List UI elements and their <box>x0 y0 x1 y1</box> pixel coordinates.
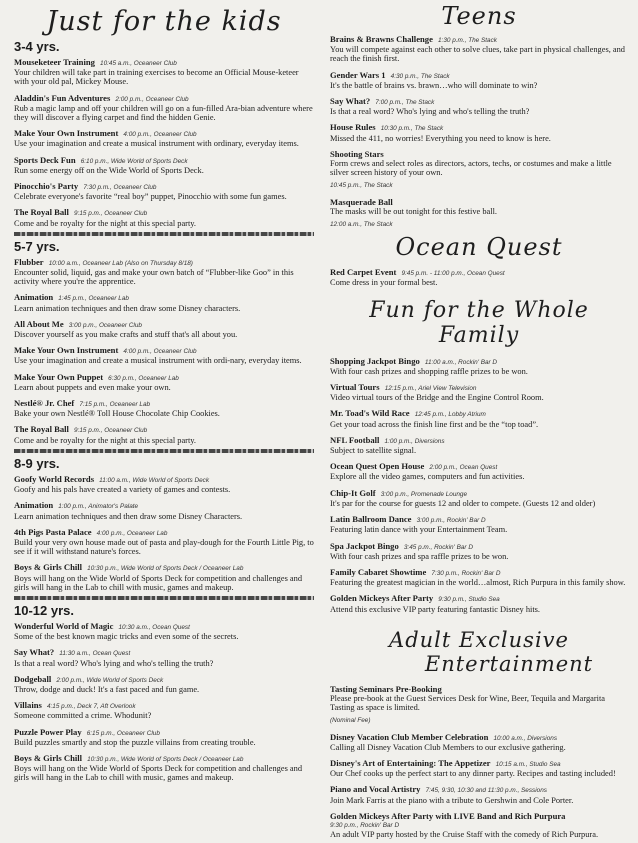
event-item <box>14 751 314 783</box>
event-item <box>14 343 314 365</box>
event-title: Nestlé® Jr. Chef <box>14 398 75 409</box>
event-time-location: 10:45 p.m., The Stack <box>330 182 393 190</box>
event-title: Flubber <box>14 256 44 267</box>
age-group-10-12 <box>14 603 314 783</box>
event-title: Villains <box>14 700 42 711</box>
ocean-quest-section <box>330 265 628 287</box>
section-divider <box>14 232 314 236</box>
event-title: Shooting Stars <box>330 148 384 159</box>
age-group-3-4 <box>14 39 314 228</box>
event-title: Puzzle Power Play <box>14 726 82 737</box>
event-description: Throw, dodge and duck! It's a fast paced and fun game. <box>14 684 200 694</box>
section-divider <box>14 596 314 600</box>
event-description: The masks will be out tonight for this festive ball. <box>330 206 498 216</box>
event-item <box>14 672 314 694</box>
event-time-location: 1:00 p.m., Animator's Palate <box>58 503 139 511</box>
event-time-location: 9:30 p.m., Rockin' Bar D <box>330 821 400 829</box>
event-item <box>14 725 314 747</box>
event-title: Family Cabaret Showtime <box>330 566 427 577</box>
event-title: NFL Football <box>330 434 380 445</box>
event-title: Pinocchio's Party <box>14 181 79 192</box>
event-item <box>330 380 628 402</box>
event-title: Make Your Own Puppet <box>14 371 104 382</box>
event-description: Come and be royalty for the night at this special party. <box>14 218 197 228</box>
event-description: Attend this exclusive VIP party featuring fantastic Disney hits. <box>330 604 541 614</box>
event-item <box>330 354 628 376</box>
event-description: With four cash prizes and spa raffle prizes to be won. <box>330 551 509 561</box>
event-time-location: 3:45 p.m., Rockin' Bar D <box>403 543 473 551</box>
event-description: Calling all Disney Vacation Club Members to our exclusive gathering. <box>330 742 566 752</box>
event-description: Rub a magic lamp and off your children will go on a fun-filled Ara-bian adventure where they will discover a flying carpet and find the hidden Genie. <box>14 103 313 123</box>
adult-title <box>330 628 628 676</box>
event-title: Gender Wars 1 <box>330 69 386 80</box>
event-time-location: 3:00 p.m., Promenade Lounge <box>380 490 468 498</box>
event-item <box>330 782 628 804</box>
event-description: You will compete against each other to solve clues, take part in physical challenges, and reach the finish first. <box>330 45 625 64</box>
event-description: Encounter solid, liquid, gas and make your own batch of “Flubber-like Goo” in this activity where you're the apprentice. <box>14 268 294 287</box>
event-description: Featuring latin dance with your Entertainment Team. <box>330 525 508 535</box>
event-description: With four cash prizes and shopping raffle prizes to be won. <box>330 366 528 376</box>
age-label: 8-9 yrs. <box>14 455 60 471</box>
event-title: Brains & Brawns Challenge <box>330 34 433 44</box>
event-description: Boys will hang on the Wide World of Sports Deck for competition and challenges and girls will hang in the Lab to chill with music, games and makeup. <box>14 764 303 783</box>
event-time-location: 10:30 p.m., Wide World of Sports Deck / Oceaneer Lab <box>87 755 244 763</box>
event-item <box>14 317 314 339</box>
event-time-location: 10:00 a.m., Diversions <box>493 734 558 742</box>
age-label: 3-4 yrs. <box>14 39 60 54</box>
event-title: Sports Deck Fun <box>14 154 76 165</box>
adult-title-line1: Adult Exclusive <box>389 627 569 652</box>
event-title: Mr. Toad's Wild Race <box>330 408 410 419</box>
event-time-location: 9:15 p.m., Oceaneer Club <box>74 210 148 218</box>
event-item <box>330 94 628 116</box>
event-title: All About Me <box>14 318 64 329</box>
event-title: Golden Mickeys After Party with LIVE Band and Rich Purpura <box>330 810 566 821</box>
event-item <box>14 698 314 720</box>
event-description: Discover yourself as you make crafts and stuff that's all about you. <box>14 330 238 340</box>
event-item <box>330 433 628 455</box>
event-description: Learn animation techniques and then draw some Disney characters. <box>14 303 241 313</box>
event-title: Animation <box>14 500 54 511</box>
event-title: Red Carpet Event <box>330 267 397 278</box>
event-time-location: 4:15 p.m., Deck 7, Aft Overlook <box>46 703 136 711</box>
event-description: Celebrate everyone's favorite “real boy” puppet, Pinocchio with some fun games. <box>14 192 287 202</box>
teens-title: Teens <box>441 2 517 30</box>
event-time-location: 6:10 p.m., Wide World of Sports Deck <box>80 157 188 165</box>
event-item <box>330 68 628 90</box>
event-time-location: 1:45 p.m., Oceaneer Lab <box>58 295 129 303</box>
event-description: Come and be royalty for the night at this special party. <box>14 435 197 445</box>
event-description: Bake your own Nestlé® Toll House Chocolate Chip Cookies. <box>14 409 220 419</box>
event-note: (Nominal Fee) <box>330 717 371 725</box>
event-time-location: 2:00 p.m., Ocean Quest <box>429 464 498 472</box>
event-description: Come dress in your formal best. <box>330 278 438 288</box>
event-time-location: 7:00 p.m., The Stack <box>375 99 435 107</box>
event-time-location: 10:15 a.m., Studio Sea <box>495 760 561 768</box>
event-item <box>14 55 314 87</box>
age-label: 5-7 yrs. <box>14 238 60 254</box>
event-item <box>14 179 314 201</box>
event-description: Someone committed a crime. Whodunit? <box>14 711 152 721</box>
kids-column <box>14 0 314 787</box>
event-item <box>14 525 314 557</box>
event-description: Build your very own house made out of pasta and play-dough for the Fourth Little Pig, to see if it will withstand nature's forces. <box>14 537 314 557</box>
event-title: Latin Ballroom Dance <box>330 514 412 525</box>
event-description: Your children will take part in training exercises to become an Official Mouse-keteer with your old pal, Mickey Mouse. <box>14 68 299 87</box>
event-item <box>14 396 314 418</box>
event-time-location: 11:00 a.m., Wide World of Sports Deck <box>99 476 210 484</box>
event-time-location: 9:15 p.m., Oceaneer Club <box>74 427 148 435</box>
event-time-location: 2:00 p.m., Wide World of Sports Deck <box>56 676 164 684</box>
event-title: Mouseketeer Training <box>14 57 95 67</box>
event-item <box>330 756 628 778</box>
event-time-location: 9:45 p.m. - 11:00 p.m., Ocean Quest <box>401 270 505 278</box>
ocean-quest-title: Ocean Quest <box>395 233 563 262</box>
event-time-location: 4:00 p.m., Oceaneer Lab <box>96 529 168 537</box>
event-item <box>14 255 314 287</box>
event-title: Disney Vacation Club Member Celebration <box>330 731 489 742</box>
event-item <box>330 147 628 191</box>
family-section <box>330 354 628 614</box>
event-time-location: 4:00 p.m., Oceaneer Club <box>123 131 197 139</box>
event-title: The Royal Ball <box>14 207 69 218</box>
event-title: Say What? <box>14 647 55 658</box>
event-description: Some of the best known magic tricks and even some of the secrets. <box>14 632 239 642</box>
event-item <box>330 195 628 230</box>
event-title: Golden Mickeys After Party <box>330 593 434 604</box>
event-title: Ocean Quest Open House <box>330 461 425 472</box>
event-time-location: 10:45 a.m., Oceaneer Club <box>100 60 177 67</box>
event-item <box>330 809 628 840</box>
right-column <box>330 0 628 843</box>
event-title: Shopping Jackpot Bingo <box>330 355 420 366</box>
event-description: Our Chef cooks up the perfect start to any dinner party. Recipes and tasting included! <box>330 769 616 779</box>
event-title: The Royal Ball <box>14 424 69 435</box>
event-item <box>14 619 314 641</box>
teens-section <box>330 32 628 229</box>
event-description: It's par for the course for guests 12 and older to compete. (Guests 12 and older) <box>330 498 596 508</box>
event-description: It's the battle of brains vs. brawn…who will dominate to win? <box>330 80 538 90</box>
event-title: House Rules <box>330 122 376 133</box>
event-title: Dodgeball <box>14 673 52 684</box>
event-description: Featuring the greatest magician in the world…almost, Rich Purpura in this family show. <box>330 578 626 588</box>
event-time-location: 7:45, 9:30, 10:30 and 11:30 p.m., Sessions <box>425 787 547 795</box>
event-item <box>330 486 628 508</box>
event-title: Tasting Seminars Pre-Booking <box>330 683 442 694</box>
event-description: Goofy and his pals have created a variety of games and contests. <box>14 485 231 495</box>
event-item <box>14 126 314 148</box>
event-title: Disney's Art of Entertaining: The Appetizer <box>330 757 491 768</box>
event-time-location: 7:15 p.m., Oceaneer Lab <box>79 401 151 409</box>
event-time-location: 12:15 p.m., Ariel View Television <box>384 385 477 393</box>
event-description: Learn animation techniques and then draw some Disney Characters. <box>14 511 243 521</box>
event-time-location: 12:00 a.m., The Stack <box>330 221 393 229</box>
kids-title: Just for the kids <box>46 6 282 37</box>
event-title: 4th Pigs Pasta Palace <box>14 526 92 537</box>
event-time-location: 11:30 a.m., Ocean Quest <box>59 650 131 658</box>
event-description: Use your imagination and create a musical instrument with ordi-nary, everyday items. <box>14 356 302 366</box>
event-title: Masquerade Ball <box>330 196 393 207</box>
event-item <box>330 32 628 64</box>
event-title: Animation <box>14 292 54 303</box>
event-description: Is that a real word? Who's lying and who's telling the truth? <box>330 107 530 117</box>
event-time-location: 12:45 p.m., Lobby Atrium <box>414 411 486 419</box>
event-title: Chip-It Golf <box>330 487 376 498</box>
event-description: Form crews and select roles as directors, actors, techs, or costumes and make a little silver screen history of your own. <box>330 159 612 178</box>
event-item <box>14 91 314 123</box>
event-item <box>330 459 628 481</box>
event-item <box>330 265 628 287</box>
event-time-location: 1:00 p.m., Diversions <box>384 437 445 445</box>
event-time-location: 4:30 p.m., The Stack <box>390 72 450 80</box>
event-item <box>330 539 628 561</box>
event-description: Run some energy off on the Wide World of Sports Deck. <box>14 165 204 175</box>
event-description: Build puzzles smartly and stop the puzzle villains from creating trouble. <box>14 737 256 747</box>
event-description: Explore all the video games, computers and fun activities. <box>330 472 525 482</box>
event-item <box>14 153 314 175</box>
event-description: An adult VIP party hosted by the Cruise Staff with the comedy of Rich Purpura. <box>330 830 599 840</box>
event-item <box>14 290 314 312</box>
section-divider <box>14 449 314 453</box>
event-item <box>330 120 628 142</box>
event-title: Say What? <box>330 96 371 107</box>
event-title: Spa Jackpot Bingo <box>330 540 399 551</box>
event-time-location: 4:00 p.m., Oceaneer Club <box>123 348 197 356</box>
event-description: Learn about puppets and even make your own. <box>14 382 171 392</box>
event-description: Subject to satellite signal. <box>330 446 417 456</box>
event-description: Missed the 411, no worries! Everything you need to know is here. <box>330 133 551 143</box>
event-title: Boys & Girls Chill <box>14 562 83 573</box>
event-time-location: 10:30 p.m., Wide World of Sports Deck / Oceaneer Lab <box>87 565 244 573</box>
age-label: 10-12 yrs. <box>14 602 74 618</box>
event-item <box>14 645 314 667</box>
event-item <box>330 512 628 534</box>
event-time-location: 7:30 p.m., Rockin' Bar D <box>431 569 501 577</box>
event-time-location: 10:30 p.m., The Stack <box>380 125 444 133</box>
event-item <box>330 565 628 587</box>
event-item <box>14 370 314 392</box>
event-item <box>14 560 314 592</box>
event-title: Make Your Own Instrument <box>14 345 119 356</box>
event-item <box>14 422 314 444</box>
event-title: Piano and Vocal Artistry <box>330 784 421 795</box>
event-item <box>14 498 314 520</box>
event-item <box>330 730 628 752</box>
event-description: Video virtual tours of the Bridge and the Engine Control Room. <box>330 393 544 403</box>
adult-section <box>330 682 628 840</box>
event-item <box>14 205 314 227</box>
event-description: Boys will hang on the Wide World of Sports Deck for competition and challenges and girls will hang in the Lab to chill with music, games and makeup. <box>14 573 303 592</box>
event-description: Join Mark Farris at the piano with a tribute to Gershwin and Cole Porter. <box>330 795 574 805</box>
event-description: Is that a real word? Who's lying and who's telling the truth? <box>14 658 214 668</box>
age-group-8-9 <box>14 456 314 592</box>
event-description: Use your imagination and create a musical instrument with ordinary, everyday items. <box>14 139 299 149</box>
event-time-location: 9:30 p.m., Studio Sea <box>438 596 500 604</box>
event-title: Make Your Own Instrument <box>14 128 119 139</box>
event-time-location: 10:30 a.m., Ocean Quest <box>118 623 190 631</box>
age-group-5-7 <box>14 239 314 445</box>
event-time-location: 10:00 a.m., Oceaneer Lab (Also on Thursday 8/18) <box>48 259 193 267</box>
event-title: Goofy World Records <box>14 473 95 484</box>
event-time-location: 2:00 p.m., Oceaneer Club <box>115 95 189 103</box>
event-description: Get your toad across the finish line first and be the “top toad”. <box>330 419 539 429</box>
event-time-location: 1:30 p.m., The Stack <box>438 37 497 44</box>
event-title: Wonderful World of Magic <box>14 620 114 631</box>
event-item <box>330 591 628 613</box>
event-title: Aladdin's Fun Adventures <box>14 92 111 103</box>
event-title: Boys & Girls Chill <box>14 752 83 763</box>
adult-title-line2: Entertainment <box>424 651 594 676</box>
event-item <box>330 406 628 428</box>
event-time-location: 6:30 p.m., Oceaneer Lab <box>108 374 179 382</box>
event-time-location: 6:15 p.m., Oceaneer Club <box>86 729 160 737</box>
event-time-location: 3:00 p.m., Oceaneer Club <box>68 321 142 329</box>
event-time-location: 11:00 a.m., Rockin' Bar D <box>424 358 498 366</box>
event-time-location: 7:30 p.m., Oceaneer Club <box>83 184 157 192</box>
event-time-location: 3:00 p.m., Rockin' Bar D <box>416 517 486 525</box>
family-title: Fun for the Whole Family <box>369 297 589 348</box>
event-item <box>14 472 314 494</box>
event-item <box>330 682 628 726</box>
event-title: Virtual Tours <box>330 382 380 393</box>
event-description: Please pre-book at the Guest Services Desk for Wine, Beer, Tequila and Margarita Tasting as space is limited. <box>330 693 606 713</box>
